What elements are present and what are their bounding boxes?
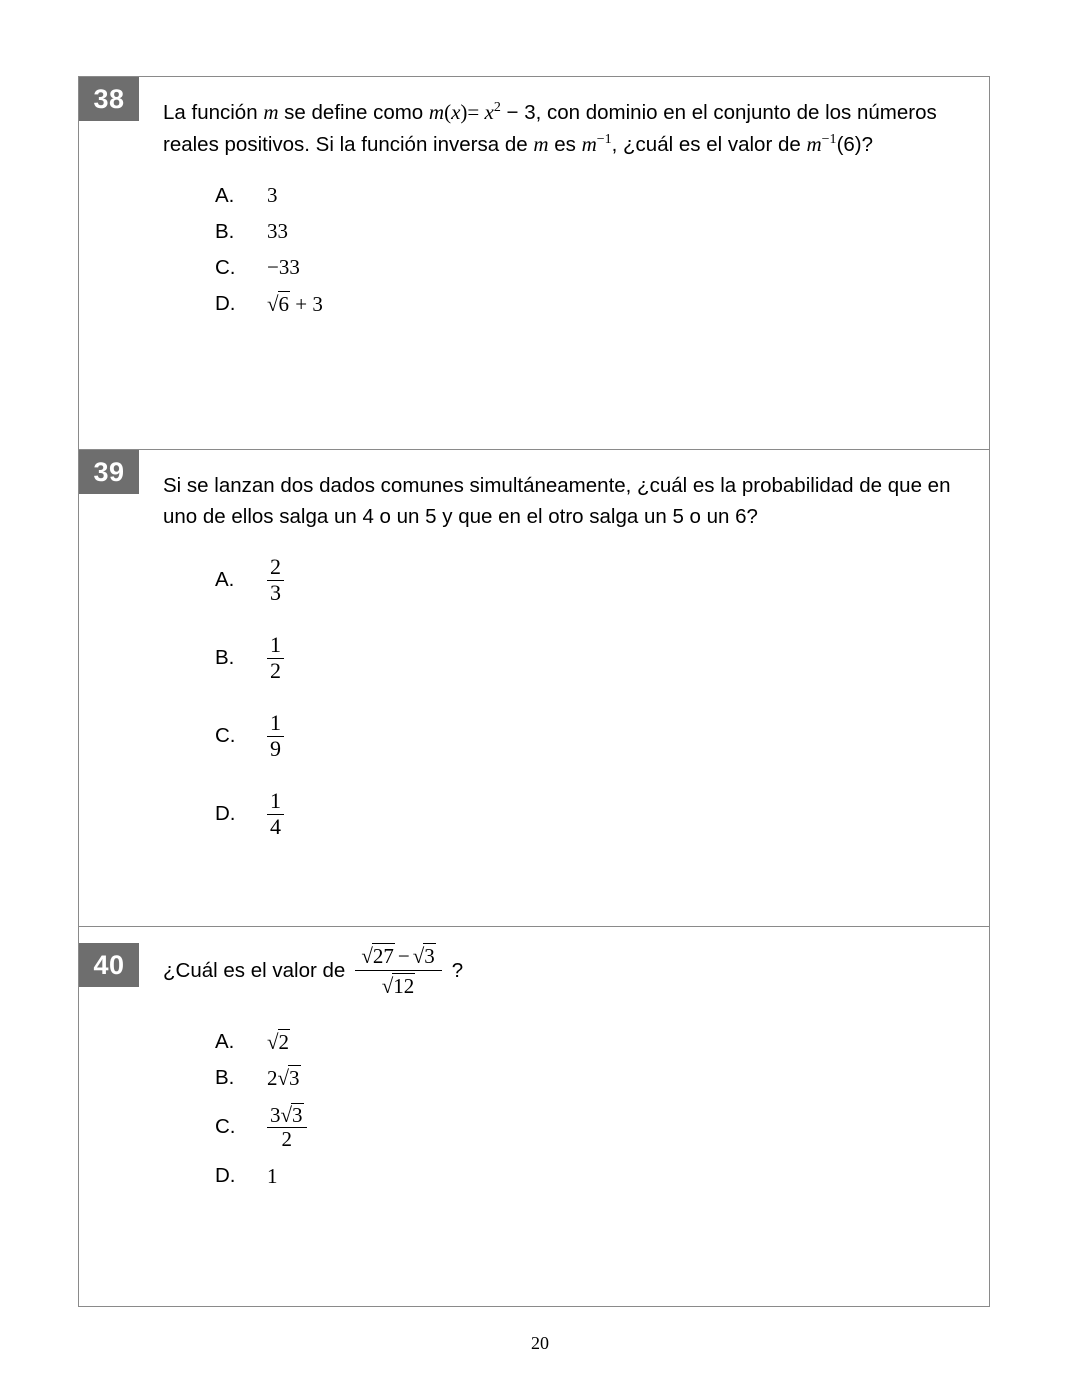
page-number: 20 <box>531 1333 549 1353</box>
option-value-fraction <box>267 633 284 683</box>
stem-var-m2: m <box>428 100 445 124</box>
option-value: −33 <box>267 255 300 280</box>
fraction-denominator: 3 <box>267 580 284 606</box>
sqrt-radicand: 2 <box>278 1030 290 1055</box>
option-a[interactable] <box>215 554 979 606</box>
option-letter: D. <box>215 802 236 826</box>
question-number-badge: 39 <box>79 450 139 494</box>
stem-var-m4: m <box>581 131 597 156</box>
stem-prefix: ¿Cuál es el valor de <box>163 959 346 983</box>
option-a[interactable] <box>215 183 979 209</box>
answer-options <box>163 554 979 840</box>
fraction-denominator: 4 <box>267 814 284 840</box>
question-block-39 <box>79 449 989 926</box>
option-d[interactable] <box>215 291 979 317</box>
sqrt-radicand: 6 <box>278 291 290 316</box>
sqrt-icon: √27 <box>361 944 394 968</box>
question-body <box>163 450 989 896</box>
question-body <box>163 77 989 351</box>
option-a[interactable] <box>215 1029 979 1055</box>
option-value-fraction <box>267 711 284 761</box>
question-body <box>163 927 989 1319</box>
stem-fraction <box>355 943 441 999</box>
stem-var-m1: m <box>263 100 279 124</box>
option-value-fraction <box>267 555 284 605</box>
option-letter: C. <box>215 255 236 279</box>
fraction-denominator: 2 <box>267 658 284 684</box>
question-stem <box>163 77 979 161</box>
sqrt-icon: √3 <box>277 1066 300 1091</box>
stem-text-7: , ¿cuál es el valor de <box>611 132 807 156</box>
sqrt-icon: √2 <box>267 1030 290 1055</box>
stem-exponent-2: 2 <box>493 100 501 116</box>
question-block-40 <box>79 926 989 1319</box>
option-value-sqrt <box>267 1029 290 1055</box>
stem-text-6: es <box>548 132 582 156</box>
option-value-sqrt <box>267 291 323 317</box>
question-stem: Si se lanzan dos dados comunes simultáneamente, ¿cuál es la probabilidad de que en uno de ellos salga un 4 o un 5 y que en el otro salga un 5 o un 6? <box>163 474 951 529</box>
option-c[interactable] <box>215 710 979 762</box>
option-value-tail: + 3 <box>295 291 323 316</box>
option-value-fraction <box>267 1103 307 1152</box>
sqrt-radicand: 12 <box>393 974 415 999</box>
sqrt-radicand: 3 <box>289 1066 300 1091</box>
option-c[interactable] <box>215 1101 979 1153</box>
sqrt-icon: √3 <box>412 944 435 968</box>
stem-var-x2: x <box>484 100 494 124</box>
option-value-sqrt <box>267 1065 301 1091</box>
option-value: 1 <box>267 1163 278 1188</box>
fraction-numerator: 1 <box>270 632 281 658</box>
option-d[interactable] <box>215 1163 979 1189</box>
question-stem <box>163 927 979 999</box>
stem-var-m3: m <box>533 131 549 156</box>
stem-exponent-inv1: −1 <box>596 132 612 148</box>
question-number-badge: 40 <box>79 943 139 987</box>
answer-options <box>163 1029 979 1189</box>
stem-text-4: )= <box>460 100 485 124</box>
sqrt-icon: √3 <box>280 1102 303 1127</box>
fraction-numerator <box>267 1103 307 1128</box>
fraction-numerator <box>355 943 441 970</box>
option-b[interactable] <box>215 632 979 684</box>
sqrt-radicand: 27 <box>372 944 394 968</box>
stem-var-m5: m <box>806 131 822 156</box>
sqrt-coefficient: 2 <box>267 1066 278 1091</box>
sqrt-radicand: 3 <box>424 944 435 968</box>
stem-text-1: La función <box>163 101 264 124</box>
stem-text-2: se define como <box>278 101 429 124</box>
fraction-denominator <box>355 970 441 999</box>
option-letter: B. <box>215 219 235 243</box>
sqrt-coefficient: 3 <box>270 1102 281 1127</box>
option-letter: B. <box>215 646 235 670</box>
option-d[interactable] <box>215 788 979 840</box>
fraction-numerator: 1 <box>270 788 281 814</box>
stem-var-x1: x <box>451 100 461 124</box>
stem-text-5: − 3, con dominio en el conjunto de los números reales positivos. Si la función inversa de <box>163 101 937 156</box>
option-letter: B. <box>215 1066 235 1090</box>
option-value: 33 <box>267 219 288 244</box>
sqrt-icon: √6 <box>267 291 290 316</box>
option-letter: A. <box>215 183 235 207</box>
option-c[interactable] <box>215 255 979 281</box>
fraction-denominator: 2 <box>267 1127 307 1152</box>
option-letter: A. <box>215 1030 235 1054</box>
option-b[interactable] <box>215 219 979 245</box>
answer-options <box>163 183 979 317</box>
fraction-numerator: 2 <box>270 554 281 580</box>
option-letter: D. <box>215 1164 236 1188</box>
sqrt-icon: √12 <box>381 974 415 999</box>
stem-suffix: ? <box>451 959 464 983</box>
sqrt-radicand: 3 <box>292 1102 303 1127</box>
option-letter: C. <box>215 724 236 748</box>
fraction-numerator: 1 <box>270 710 281 736</box>
stem-exponent-inv2: −1 <box>821 132 837 148</box>
option-letter: D. <box>215 291 236 315</box>
stem-text-8: (6)? <box>836 132 874 156</box>
stem-paren-open: ( <box>444 100 452 124</box>
option-b[interactable] <box>215 1065 979 1091</box>
option-letter: A. <box>215 568 235 592</box>
fraction-denominator: 9 <box>267 736 284 762</box>
fraction-operator: − <box>397 944 410 968</box>
option-letter: C. <box>215 1115 236 1139</box>
question-number-badge: 38 <box>79 77 139 121</box>
option-value: 3 <box>267 183 278 208</box>
option-value-fraction <box>267 789 284 839</box>
exam-page <box>78 76 990 1307</box>
question-block-38 <box>79 77 989 449</box>
